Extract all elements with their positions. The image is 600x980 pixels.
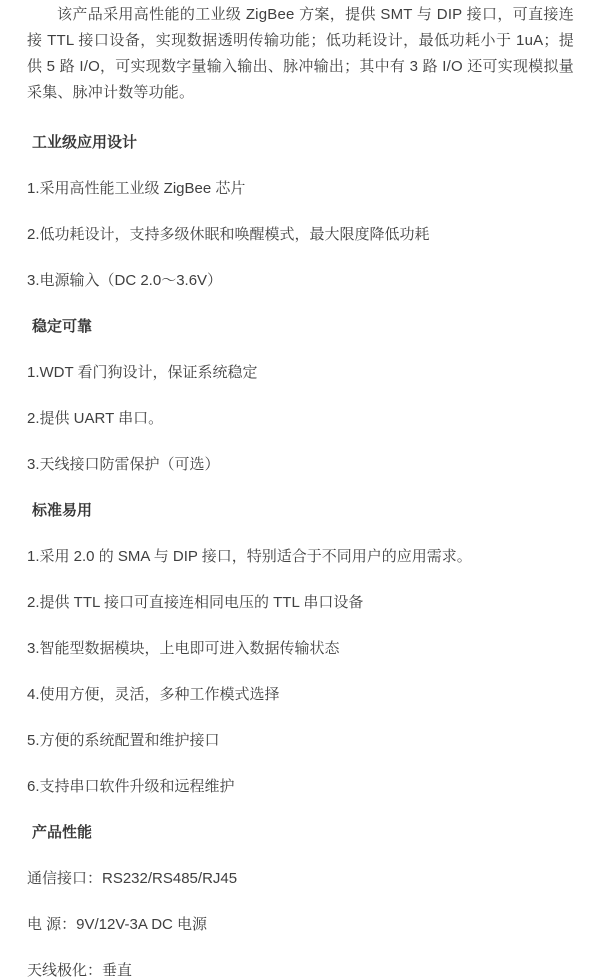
feature-item: 2.提供 TTL 接口可直接连相同电压的 TTL 串口设备	[27, 594, 364, 611]
intro-paragraph: 该产品采用高性能的工业级 ZigBee 方案，提供 SMT 与 DIP 接口，可直接连接 TTL 接口设备，实现数据透明传输功能；低功耗设计，最低功耗小于 1uA；提供 5 路 I/O，可实现数字量输入输出、脉冲输出；其中有 3 路 I/O 还可实现模拟量采集、脉冲计数等功能。	[27, 6, 574, 101]
feature-item: 2.提供 UART 串口。	[27, 410, 164, 427]
feature-item: 3.天线接口防雷保护（可选）	[27, 456, 220, 473]
section-heading-stability: 稳定可靠	[32, 318, 93, 335]
feature-item: 3.智能型数据模块，上电即可进入数据传输状态	[27, 640, 340, 657]
feature-item: 5.方便的系统配置和维护接口	[27, 732, 220, 749]
feature-item: 3.电源输入（DC 2.0～3.6V）	[27, 272, 223, 289]
spec-item-comm-interface: 通信接口：RS232/RS485/RJ45	[27, 870, 238, 887]
feature-item: 4.使用方便，灵活，多种工作模式选择	[27, 686, 280, 703]
spec-item-power: 电 源：9V/12V-3A DC 电源	[27, 916, 208, 933]
feature-item: 1.采用高性能工业级 ZigBee 芯片	[27, 180, 246, 197]
section-heading-product-performance: 产品性能	[32, 824, 93, 841]
spec-item-antenna-polarization: 天线极化：垂直	[27, 962, 133, 979]
section-heading-standard-usability: 标准易用	[32, 502, 93, 519]
feature-item: 6.支持串口软件升级和远程维护	[27, 778, 235, 795]
feature-item: 1.采用 2.0 的 SMA 与 DIP 接口，特别适合于不同用户的应用需求。	[27, 548, 472, 565]
feature-item: 2.低功耗设计，支持多级休眠和唤醒模式，最大限度降低功耗	[27, 226, 430, 243]
feature-item: 1.WDT 看门狗设计，保证系统稳定	[27, 364, 258, 381]
section-heading-industrial-design: 工业级应用设计	[32, 134, 138, 151]
